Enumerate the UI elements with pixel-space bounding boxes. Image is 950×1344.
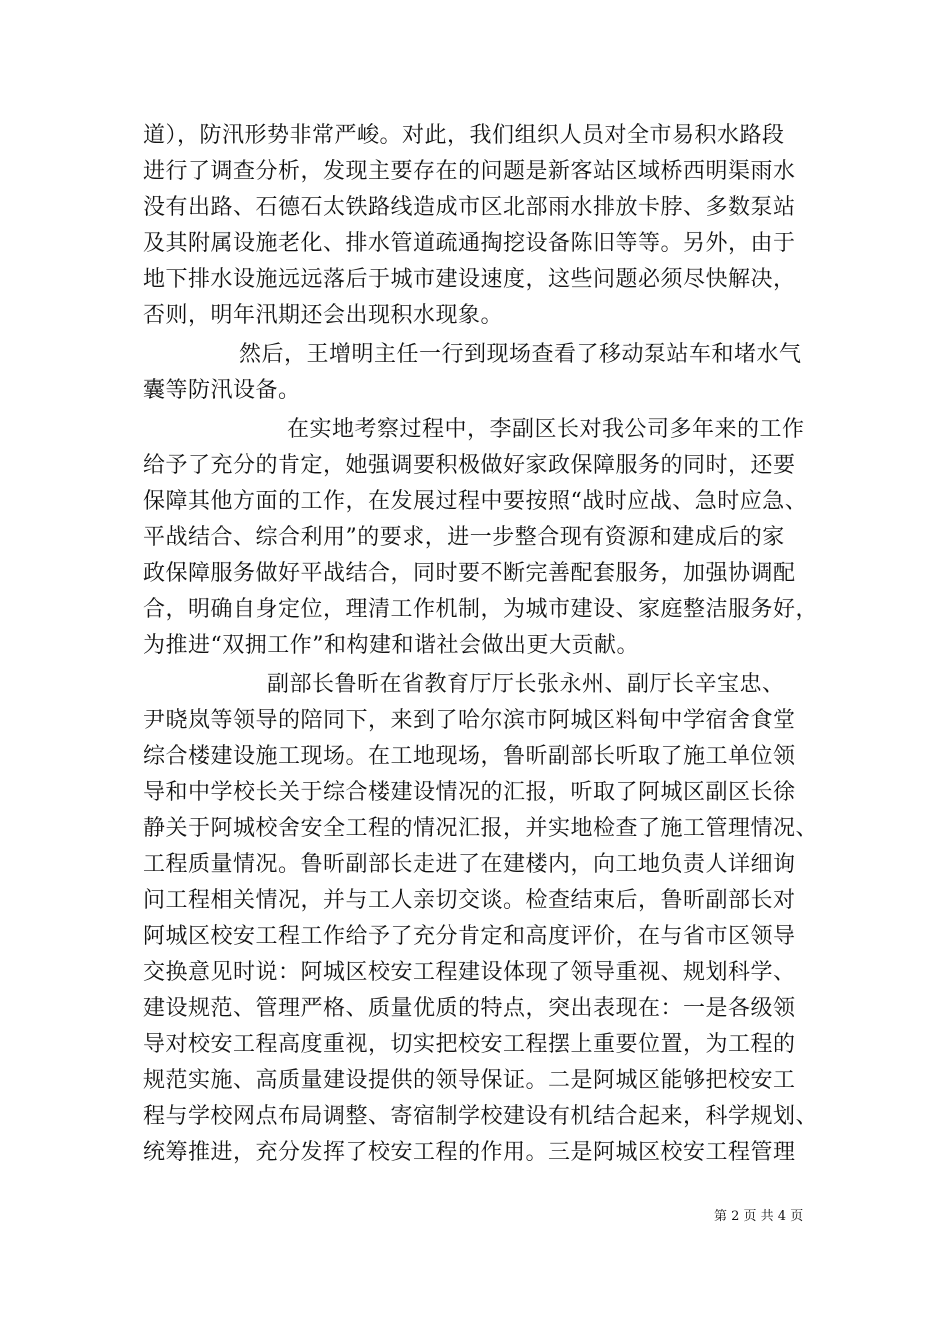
paragraph-3	[143, 412, 819, 664]
text-line: 问工程相关情况，并与工人亲切交谈。检查结束后，鲁昕副部长对	[143, 888, 796, 913]
text-line: 道），防汛形势非常严峻。对此，我们组织人员对全市易积水路段	[143, 123, 785, 148]
text-line: 保障其他方面的工作，在发展过程中要按照“战时应战、急时应急、	[143, 489, 808, 514]
text-line: 尹晓岚等领导的陪同下，来到了哈尔滨市阿城区料甸中学宿舍食堂	[143, 708, 796, 733]
text-line: 静关于阿城校舍安全工程的情况汇报，并实地检查了施工管理情况、	[143, 816, 819, 841]
text-line: 规范实施、高质量建设提供的领导保证。二是阿城区能够把校安工	[143, 1068, 796, 1093]
text-line: 交换意见时说：阿城区校安工程建设体现了领导重视、规划科学、	[143, 960, 796, 985]
text-line: 导对校安工程高度重视，切实把校安工程摆上重要位置，为工程的	[143, 1032, 796, 1057]
text-line: 程与学校网点布局调整、寄宿制学校建设有机结合起来，科学规划、	[143, 1104, 819, 1129]
text-line: 副部长鲁昕在省教育厅厅长张永州、副厅长辛宝忠、	[267, 672, 785, 697]
document-body	[143, 118, 819, 1174]
paragraph-4	[143, 667, 819, 1171]
page-number-footer: 第 2 页 共 4 页	[714, 1209, 804, 1224]
text-line: 为推进“双拥工作”和构建和谐社会做出更大贡献。	[143, 633, 639, 658]
text-line: 建设规范、管理严格、质量优质的特点，突出表现在：一是各级领	[143, 996, 796, 1021]
text-line: 进行了调查分析，发现主要存在的问题是新客站区域桥西明渠雨水	[143, 159, 796, 184]
paragraph-1	[143, 118, 819, 334]
paragraph-2	[143, 337, 819, 409]
text-line: 没有出路、石德石太铁路线造成市区北部雨水排放卡脖、多数泵站	[143, 195, 796, 220]
text-line: 综合楼建设施工现场。在工地现场，鲁昕副部长听取了施工单位领	[143, 744, 796, 769]
text-line: 平战结合、综合利用”的要求，进一步整合现有资源和建成后的家	[143, 525, 785, 550]
text-line: 在实地考察过程中，李副区长对我公司多年来的工作	[287, 417, 805, 442]
text-line: 政保障服务做好平战结合，同时要不断完善配套服务，加强协调配	[143, 561, 796, 586]
text-line: 给予了充分的肯定，她强调要积极做好家政保障服务的同时，还要	[143, 453, 796, 478]
text-line: 统筹推进，充分发挥了校安工程的作用。三是阿城区校安工程管理	[143, 1140, 796, 1165]
text-line: 否则，明年汛期还会出现积水现象。	[143, 303, 504, 328]
text-line: 及其附属设施老化、排水管道疏通掏挖设备陈旧等等。另外，由于	[143, 231, 796, 256]
text-line: 阿城区校安工程工作给予了充分肯定和高度评价，在与省市区领导	[143, 924, 796, 949]
text-line: 工程质量情况。鲁昕副部长走进了在建楼内，向工地负责人详细询	[143, 852, 796, 877]
text-line: 然后，王增明主任一行到现场查看了移动泵站车和堵水气	[239, 342, 802, 367]
text-line: 地下排水设施远远落后于城市建设速度，这些问题必须尽快解决，	[143, 267, 796, 292]
text-line: 囊等防汛设备。	[143, 378, 301, 403]
text-line: 合，明确自身定位，理清工作机制，为城市建设、家庭整洁服务好，	[143, 597, 819, 622]
text-line: 导和中学校长关于综合楼建设情况的汇报，听取了阿城区副区长徐	[143, 780, 796, 805]
